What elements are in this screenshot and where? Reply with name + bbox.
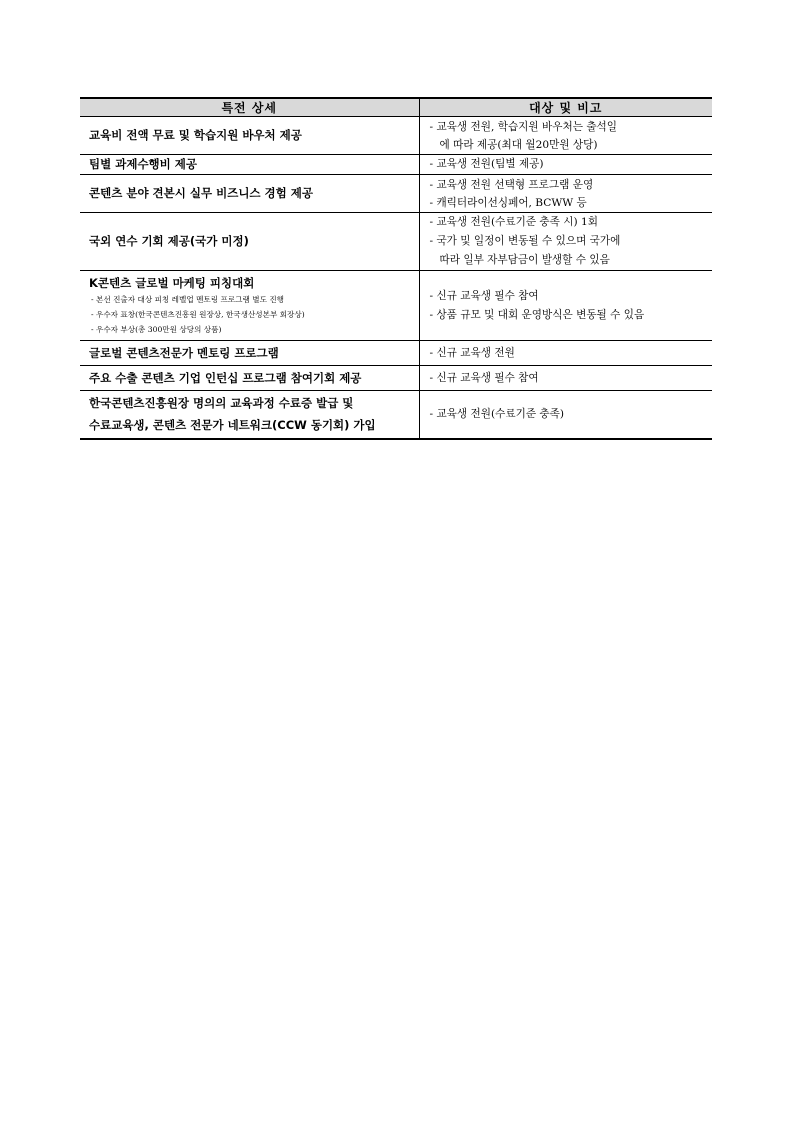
header-target-remarks: 대상 및 비고 [419, 98, 712, 117]
benefit-cell [80, 213, 419, 271]
remark-line: - 신규 교육생 필수 참여 [429, 289, 539, 302]
benefits-table [80, 97, 712, 440]
remarks-cell [419, 366, 712, 391]
benefit-cell [80, 155, 419, 175]
remark-line: - 신규 교육생 필수 참여 [429, 371, 539, 384]
remarks-cell [419, 213, 712, 271]
table-row [80, 391, 712, 439]
remarks-cell [419, 155, 712, 175]
benefit-title: 한국콘텐츠진흥원장 명의의 교육과정 수료증 발급 및 [89, 396, 354, 411]
benefit-title: 콘텐츠 분야 견본시 실무 비즈니스 경험 제공 [89, 186, 313, 200]
benefit-cell [80, 341, 419, 366]
header-benefit-detail: 특전 상세 [80, 98, 419, 117]
benefit-subnote: - 우수자 부상(총 300만원 상당의 상품) [91, 324, 222, 334]
benefit-cell [80, 271, 419, 341]
benefit-title: 국외 연수 기회 제공(국가 미정) [89, 234, 249, 248]
remark-line: - 상품 규모 및 대회 운영방식은 변동될 수 있음 [429, 308, 645, 321]
remark-line: - 교육생 전원, 학습지원 바우처는 출석일 [429, 120, 618, 133]
benefit-subnote: - 우수자 표창(한국콘텐츠진흥원 원장상, 한국생산성본부 회장상) [91, 309, 305, 319]
remarks-cell [419, 391, 712, 439]
table-row [80, 117, 712, 155]
remark-line: - 교육생 전원(팀별 제공) [429, 158, 544, 170]
remark-line: - 교육생 전원(수료기준 충족 시) 1회 [429, 216, 598, 228]
remarks-cell [419, 341, 712, 366]
benefit-title: 수료교육생, 콘텐츠 전문가 네트워크(CCW 동기회) 가입 [89, 418, 376, 433]
remarks-cell [419, 175, 712, 213]
remark-line: 에 따라 제공(최대 월20만원 상당) [439, 138, 598, 151]
table-header-row [80, 98, 712, 117]
table-row [80, 341, 712, 366]
remark-line: - 교육생 전원 선택형 프로그램 운영 [429, 178, 594, 191]
benefit-title: 교육비 전액 무료 및 학습지원 바우처 제공 [89, 128, 302, 142]
benefit-title: 팀별 과제수행비 제공 [89, 157, 197, 171]
remark-line: - 캐릭터라이선싱페어, BCWW 등 [429, 196, 587, 209]
benefit-title: K콘텐츠 글로벌 마케팅 피칭대회 [89, 275, 255, 290]
table-row [80, 155, 712, 175]
table-row [80, 175, 712, 213]
benefit-cell [80, 117, 419, 155]
document-page [80, 97, 712, 440]
table-row [80, 213, 712, 271]
benefit-cell [80, 366, 419, 391]
benefit-title: 주요 수출 콘텐츠 기업 인턴십 프로그램 참여기회 제공 [89, 370, 362, 385]
table-row [80, 366, 712, 391]
remark-line: - 신규 교육생 전원 [429, 346, 515, 359]
benefit-cell [80, 391, 419, 439]
remark-line: - 국가 및 일정이 변동될 수 있으며 국가에 [429, 235, 621, 247]
remarks-cell [419, 271, 712, 341]
remarks-cell [419, 117, 712, 155]
benefit-cell [80, 175, 419, 213]
remark-line: - 교육생 전원(수료기준 충족) [429, 407, 565, 420]
benefit-subnote: - 본선 진출자 대상 피칭 레벨업 멘토링 프로그램 별도 진행 [91, 294, 285, 304]
remark-line: 따라 일부 자부담금이 발생할 수 있음 [439, 254, 610, 266]
benefit-title: 글로벌 콘텐츠전문가 멘토링 프로그램 [89, 345, 279, 360]
table-row [80, 271, 712, 341]
